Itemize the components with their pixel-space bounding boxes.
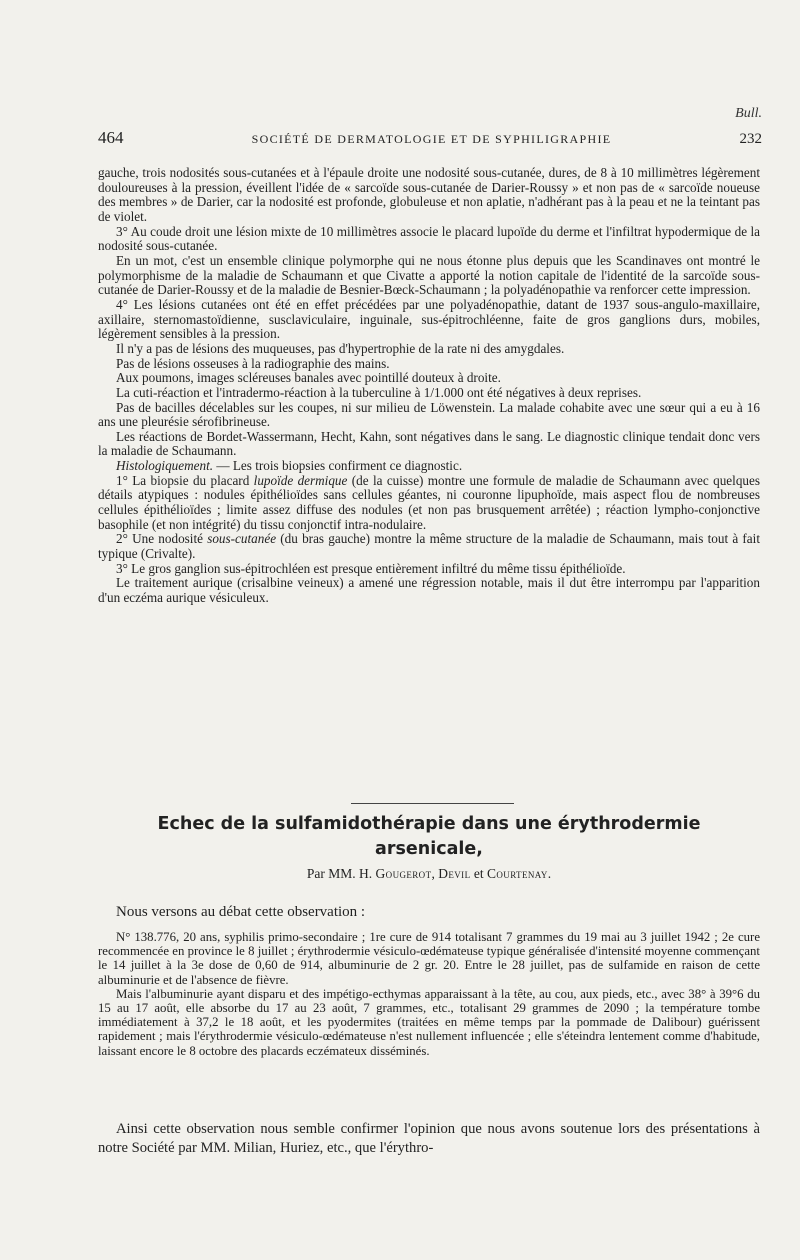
paragraph: gauche, trois nodosités sous-cutanées et à l'épaule droite une nodosité sous-cutanée, dures, de 8 à 10 millimètres légèrement douloureuses à la pression, éveillent l'idée de « sarcoïde sous-cutanée de Darier-Roussy » et non pas de « sarcoïde noueuse des membres » de Darier, car la nodosité est profonde, globuleuse et non aplatie, n'adhérant pas à la peau et ne la teintant pas de violet.: [98, 165, 760, 224]
biopsy-2-text: (du bras gauche) montre la même structure de la maladie de Schaumann, mais tout à fait typique (Crivalte).: [98, 531, 760, 562]
biopsy-paragraph-1: [98, 474, 760, 533]
paragraph: Pas de bacilles décelables sur les coupes, ni sur milieu de Löwenstein. La malade cohabite avec une sœur qui a eu à 16 ans une pleurésie sérofibrineuse.: [98, 399, 760, 430]
author-1: Gougerot: [375, 866, 432, 881]
paragraph: En un mot, c'est un ensemble clinique polymorphe qui ne nous étonne plus depuis que les Scandinaves ont montré le polymorphisme de la maladie de Schaumann et que Civatte a apporté la notion capitale de l'identité de la sarcoïde sous-cutanée de Darier-Roussy et de la maladie de Besnier-Bœck-Schaumann ; la polyadénopathie va renforcer cette impression.: [98, 252, 760, 298]
page-number: 464: [98, 128, 124, 147]
paragraph: 4° Les lésions cutanées ont été en effet précédées par une polyadénopathie, datant de 1937 sous-angulo-maxillaire, axillaire, sternomastoïdienne, susclaviculaire, inguinale, sus-épitrochléenne, faite de gros ganglions durs, mobiles, légèrement sensibles à la pression.: [98, 296, 760, 342]
paragraph: Pas de lésions osseuses à la radiographie des mains.: [116, 355, 390, 371]
paragraph: Le traitement aurique (crisalbine veineux) a amené une régression notable, mais il dut être interrompu par l'apparition d'un eczéma aurique vésiculeux.: [98, 575, 760, 606]
running-title: SOCIÉTÉ DE DERMATOLOGIE ET DE SYPHILIGRAPHIE: [251, 132, 612, 146]
histology-label: Histologiquement.: [116, 458, 214, 474]
biopsy-2-prefix: 2° Une nodosité: [116, 531, 208, 547]
histology-text: — Les trois biopsies confirment ce diagnostic.: [213, 458, 463, 474]
byline-prefix: Par MM. H.: [306, 866, 376, 881]
conclusion-paragraph: Ainsi cette observation nous semble confirmer l'opinion que nous avons soutenue lors des présentations à notre Société par MM. Milian, Huriez, etc., que l'érythro-: [98, 1121, 760, 1156]
article-byline: [98, 866, 760, 882]
paragraph: 3° Le gros ganglion sus-épitrochléen est presque entièrement infiltré du même tissu épithélioïde.: [116, 560, 626, 576]
biopsy-1-emphasis: lupoïde dermique: [253, 472, 348, 488]
author-2: Devil: [438, 866, 471, 881]
section-divider: [351, 803, 514, 804]
histology-paragraph: [98, 459, 760, 474]
library-stamp: Bull.: [735, 106, 762, 121]
biopsy-2-emphasis: sous-cutanée: [207, 531, 277, 547]
biopsy-paragraph-2: [98, 532, 760, 561]
article-title-line-2: arsenicale,: [375, 839, 483, 859]
article-intro: Nous versons au débat cette observation :: [116, 904, 366, 920]
volume-number: 232: [739, 131, 762, 147]
byline-end: .: [547, 866, 552, 881]
case-paragraph: N° 138.776, 20 ans, syphilis primo-secondaire ; 1re cure de 914 totalisant 7 grammes du 19 mai au 3 juillet 1942 ; 2e cure recommencée en province le 8 juillet ; érythrodermie vésiculo-œdémateuse typique généralisée d'intensité moyenne commençant le 14 juillet à la 3e dose de 0,60 de 914, albuminurie de 2 gr. 20. Entre le 28 juillet, pas de sulfamide en raison de cette albuminurie et de l'absence de fièvre.: [98, 930, 760, 987]
biopsy-1-prefix: 1° La biopsie du placard: [116, 472, 254, 488]
biopsy-1-text: (de la cuisse) montre une formule de maladie de Schaumann avec quelques détails atypiques : nodules épithélioïdes sans cellules géantes, ni couronne lipuphoïde, mais aspect flou de nombreuses cellules épithélioïdes ; limite assez diffuse des nodules (et non pas brusquement arrêtée) ; réaction lympho-conjonctive basophile (et non intégrité) du tissu conjonctif intra-nodulaire.: [98, 472, 760, 532]
case-paragraph: Mais l'albuminurie ayant disparu et des impétigo-ecthymas apparaissant à la tête, au cou, aux pieds, etc., avec 38° à 39°6 du 15 au 17 août, elle absorbe du 17 au 23 août, 7 grammes, etc., totalisant 29 grammes de 2090 ; la température tombe immédiatement à 37,2 le 18 août, et les pyodermites (traitées en même temps par la pommade de Dalibour) guérissent rapidement ; mais l'érythrodermie vésiculo-œdémateuse n'est nullement influencée ; elle s'éteindra lentement comme d'habitude, laissant encore le 8 octobre des placards eczémateux disséminés.: [98, 986, 760, 1058]
article-title-line-1: Echec de la sulfamidothérapie dans une érythrodermie: [157, 814, 701, 834]
page-header: [98, 128, 762, 148]
paragraph: 3° Au coude droit une lésion mixte de 10 millimètres associe le placard lupoïde du derme et l'infiltrat hypodermique de la nodosité sous-cutanée.: [98, 223, 760, 254]
paragraph: Aux poumons, images scléreuses banales avec pointillé douteux à droite.: [116, 370, 501, 386]
body-text-top: [98, 166, 760, 606]
case-report: [98, 930, 760, 1058]
byline-separator: ,: [431, 866, 439, 881]
paragraph: La cuti-réaction et l'intradermo-réaction à la tuberculine à 1/1.000 ont été négatives à deux reprises.: [116, 384, 642, 400]
author-3: Courtenay: [486, 866, 548, 881]
byline-conjunction: et: [470, 866, 487, 881]
paragraph: Il n'y a pas de lésions des muqueuses, pas d'hypertrophie de la rate ni des amygdales.: [116, 340, 565, 356]
conclusion-text: [98, 1120, 760, 1158]
paragraph: Les réactions de Bordet-Wassermann, Hecht, Kahn, sont négatives dans le sang. Le diagnostic clinique tendait donc vers la maladie de Schaumann.: [98, 428, 760, 459]
article-title: [98, 812, 760, 862]
